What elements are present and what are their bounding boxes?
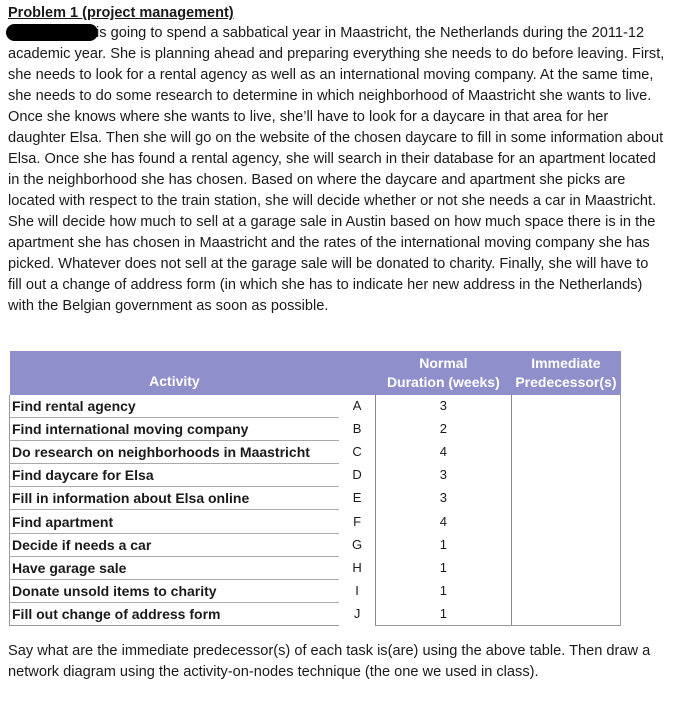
table-row	[10, 441, 621, 464]
header-pred-line1: Immediate	[531, 355, 601, 371]
table-row	[10, 533, 621, 556]
activity-duration: 1	[375, 579, 511, 602]
table-row	[10, 510, 621, 533]
activity-predecessor	[511, 441, 620, 464]
activity-predecessor	[511, 464, 620, 487]
activity-duration: 1	[375, 556, 511, 579]
question-text: Say what are the immediate predecessor(s) of each task is(are) using the above table. Then draw a network diagram using the activity-on-nodes technique (the one we used in class).	[8, 643, 651, 680]
header-predecessors	[511, 351, 620, 395]
table-row	[10, 395, 621, 418]
activity-code: E	[352, 490, 362, 506]
header-duration-line1: Normal	[419, 355, 468, 371]
activity-code: C	[352, 444, 362, 460]
activity-duration: 1	[375, 602, 511, 625]
activity-name: Fill in information about Elsa online	[10, 487, 340, 510]
activity-name: Find apartment	[10, 510, 340, 533]
header-code	[339, 351, 375, 395]
activity-predecessor	[511, 602, 620, 625]
activity-table	[9, 351, 621, 626]
activity-code: B	[352, 421, 362, 437]
activity-predecessor	[511, 510, 620, 533]
header-duration	[375, 351, 511, 395]
activity-predecessor	[511, 487, 620, 510]
activity-predecessor	[511, 579, 620, 602]
activity-duration: 3	[375, 487, 511, 510]
activity-code: D	[352, 467, 362, 483]
table-row	[10, 464, 621, 487]
activity-name: Find international moving company	[10, 418, 340, 441]
activity-name: Decide if needs a car	[10, 533, 340, 556]
table-header-row	[10, 351, 621, 395]
activity-duration: 4	[375, 441, 511, 464]
activity-code: I	[355, 582, 359, 598]
activity-name: Find daycare for Elsa	[10, 464, 340, 487]
activity-name: Donate unsold items to charity	[10, 579, 340, 602]
activity-code: F	[353, 513, 362, 529]
activity-predecessor	[511, 395, 620, 418]
header-duration-line2: Duration (weeks)	[386, 374, 500, 390]
table-row	[10, 579, 621, 602]
activity-name: Find rental agency	[10, 395, 340, 418]
problem-title: Problem 1 (project management)	[8, 5, 234, 21]
activity-duration: 2	[375, 418, 511, 441]
activity-duration: 1	[375, 533, 511, 556]
activity-name: Fill out change of address form	[10, 602, 340, 625]
activity-predecessor	[511, 418, 620, 441]
activity-code: H	[352, 559, 362, 575]
header-activity: Activity	[10, 351, 340, 395]
activity-code: A	[352, 398, 362, 414]
activity-name: Have garage sale	[10, 556, 340, 579]
activity-predecessor	[511, 533, 620, 556]
paragraph-text: is going to spend a sabbatical year in Maastricht, the Netherlands during the 2011-12 academic year. She is planning ahead and preparing everything she needs to do before leaving. First, she needs to look for a rental agency as well as an international moving company. At the same time, she needs to do some research to determine in which neighborhood of Maastricht she wants to live. Once she knows where she wants to live, she’ll have to look for a daycare in that area for her daughter Elsa. Then she will go on the website of the chosen daycare to fill in some information about Elsa. Once she has found a rental agency, she will search in their database for an apartment located in the neighborhood she has chosen. Based on where the daycare and apartment she picks are located with respect to the train station, she will decide whether or not she needs a car in Maastricht. She will decide how much to sell at a garage sale in Austin based on how much space there is in the apartment she has chosen in Maastricht and the rates of the international moving company she has picked. Whatever does not sell at the garage sale will be donated to charity. Finally, she will have to fill out a change of address form (in which she has to indicate her new address in the Netherlands) with the Belgian government as soon as possible.	[8, 25, 665, 314]
activity-duration: 3	[375, 464, 511, 487]
activity-duration: 3	[375, 395, 511, 418]
activity-predecessor	[511, 556, 620, 579]
table-row	[10, 556, 621, 579]
problem-paragraph	[8, 23, 666, 317]
activity-code: J	[353, 605, 361, 621]
activity-name: Do research on neighborhoods in Maastricht	[10, 441, 340, 464]
activity-duration: 4	[375, 510, 511, 533]
table-row	[10, 487, 621, 510]
table-row	[10, 602, 621, 625]
table-row	[10, 418, 621, 441]
activity-code: G	[352, 536, 363, 552]
header-pred-line2: Predecessor(s)	[515, 374, 617, 390]
